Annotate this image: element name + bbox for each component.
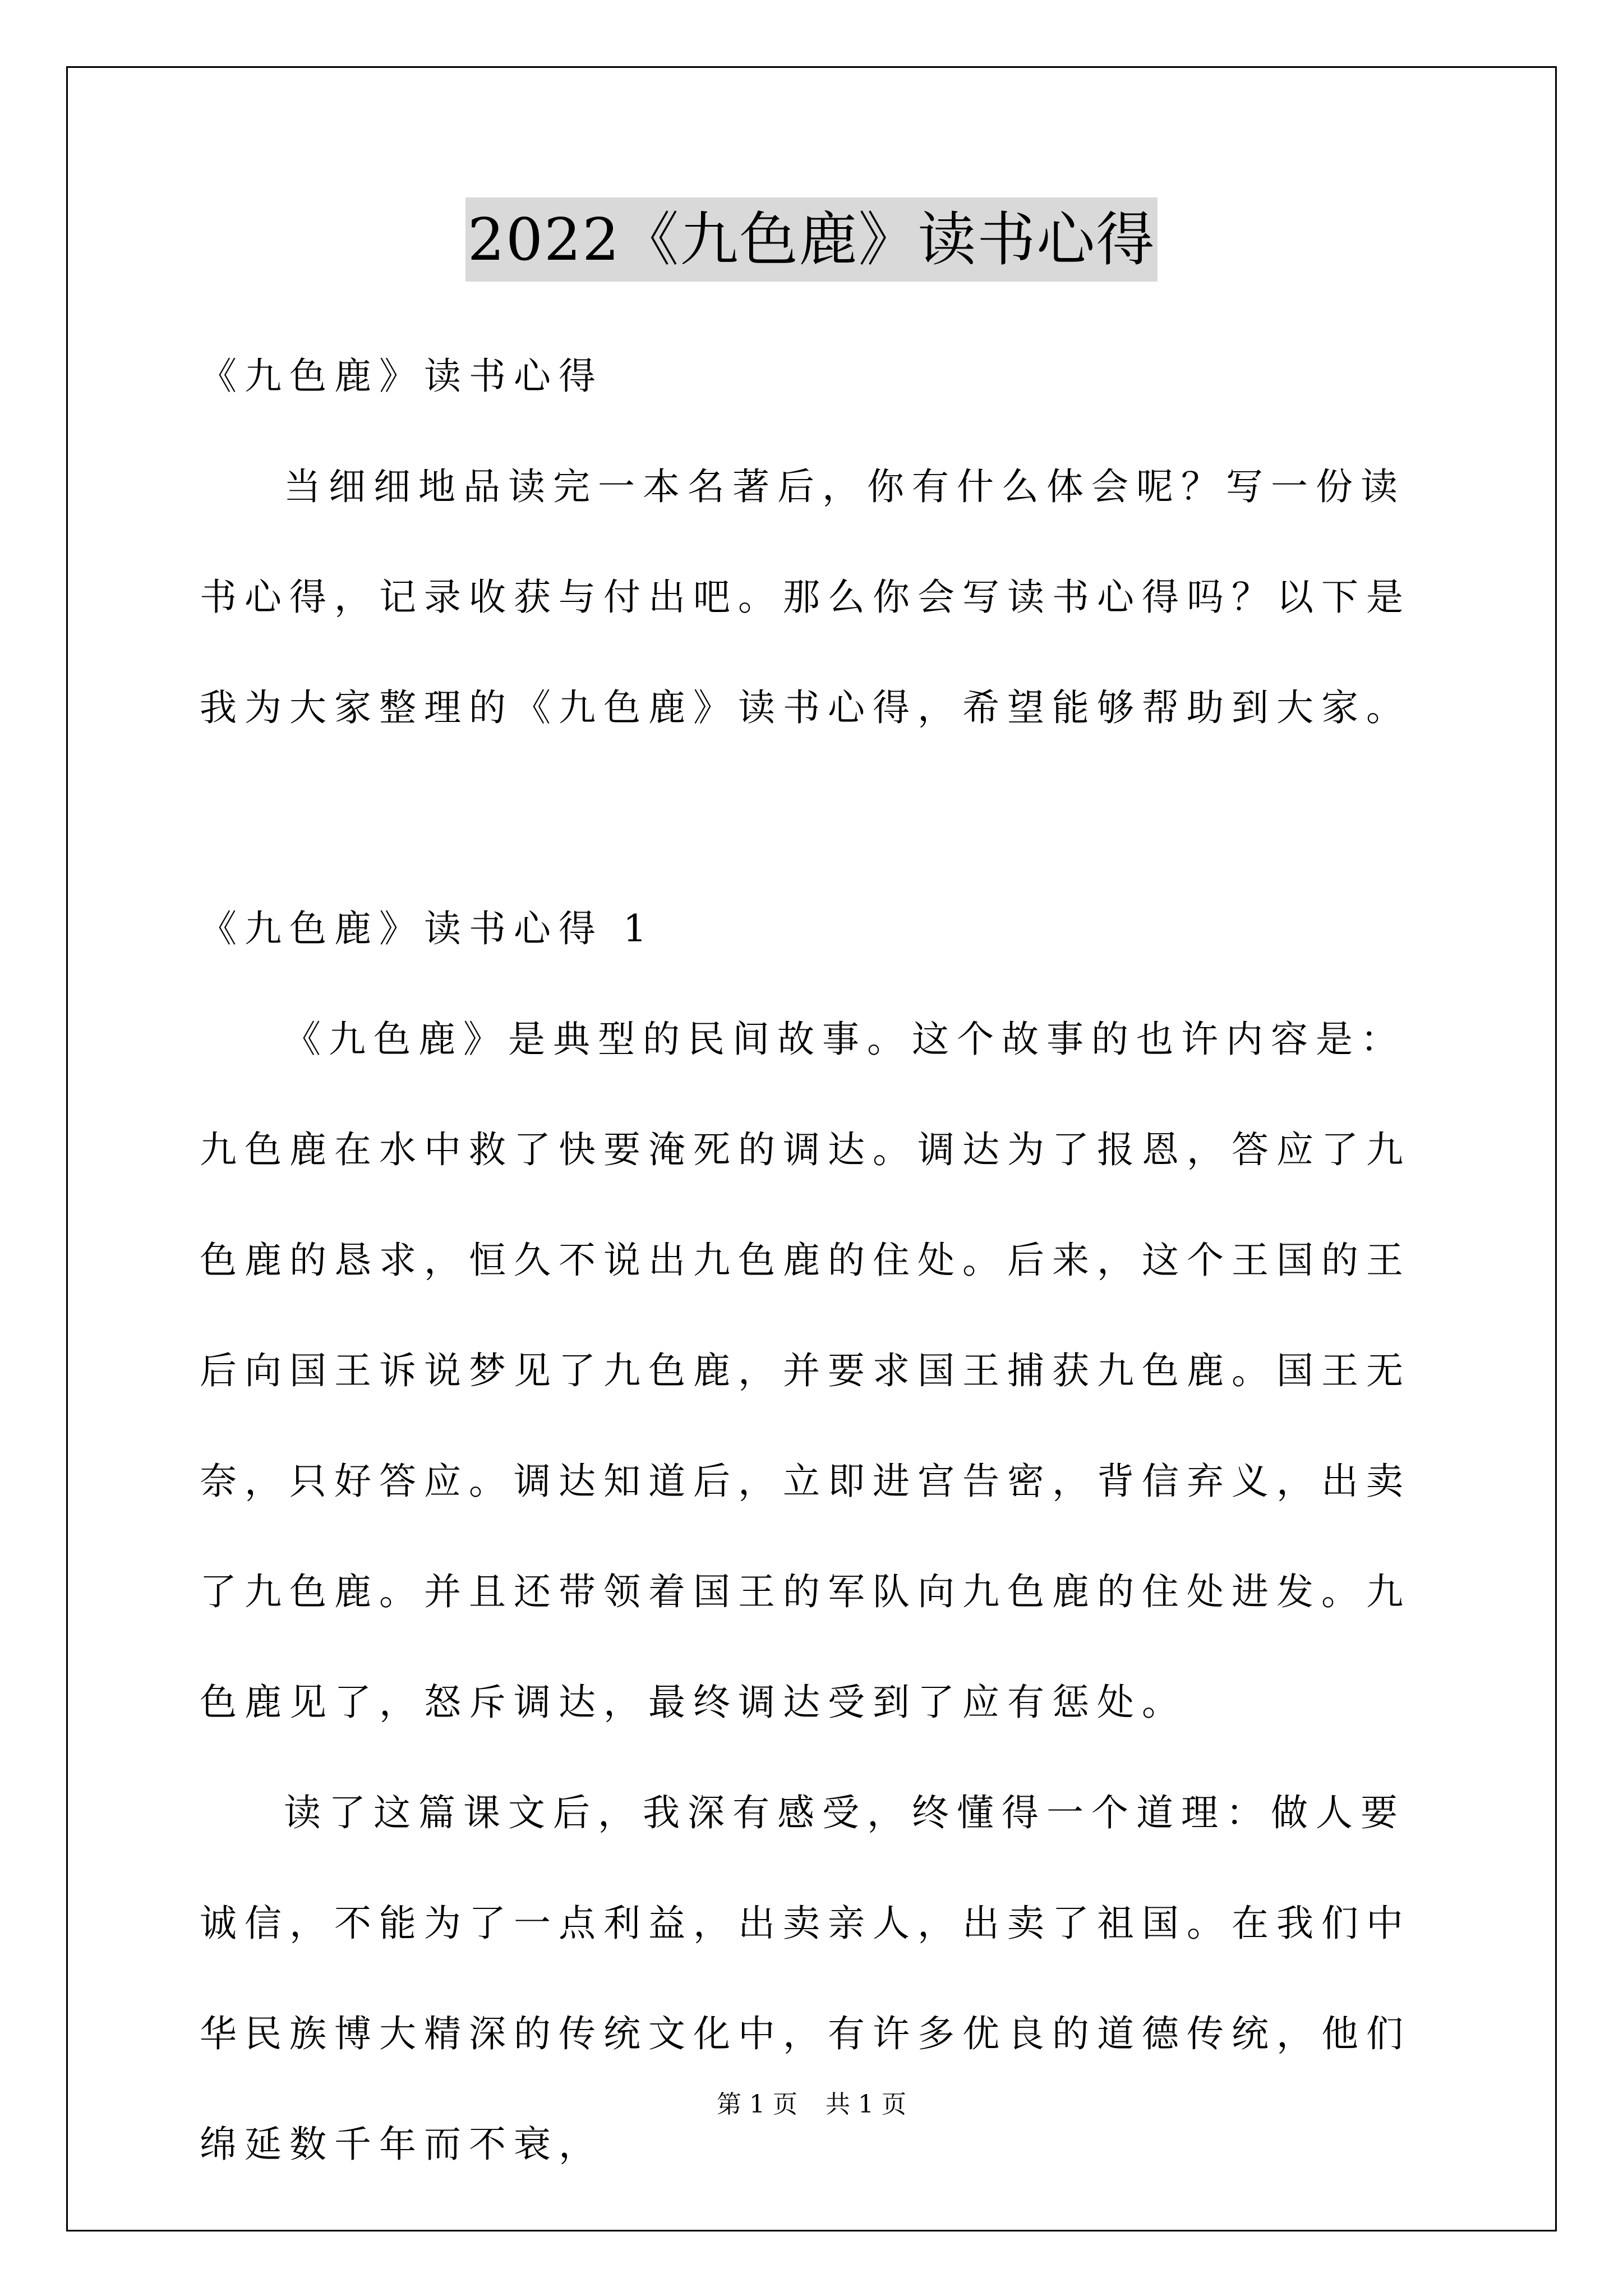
intro-paragraph: 当细细地品读完一本名著后，你有什么体会呢？写一份读书心得，记录收获与付出吧。那么你会写读书心得吗？以下是我为大家整理的《九色鹿》读书心得，希望能够帮助到大家。 [200, 465, 1411, 729]
page-total: 共 1 页 [826, 2090, 906, 2119]
title-wrap [0, 197, 1623, 282]
section-heading: 《九色鹿》读书心得 1 [200, 907, 654, 950]
document-subtitle: 《九色鹿》读书心得 [200, 355, 603, 398]
body-paragraph: 读了这篇课文后，我深有感受，终懂得一个道理：做人要诚信，不能为了一点利益，出卖亲人，出卖了祖国。在我们中华民族博大精深的传统文化中，有许多优良的道德传统，他们绵延数千年而不衰， [200, 1791, 1411, 2166]
page-number: 第 1 页 [717, 2090, 797, 2119]
document-title: 2022《九色鹿》读书心得 [465, 197, 1158, 282]
page-footer [0, 2088, 1623, 2122]
body-paragraph: 《九色鹿》是典型的民间故事。这个故事的也许内容是：九色鹿在水中救了快要淹死的调达。调达为了报恩，答应了九色鹿的恳求，恒久不说出九色鹿的住处。后来，这个王国的王后向国王诉说梦见了九色鹿，并要求国王捕获九色鹿。国王无奈，只好答应。调达知道后，立即进宫告密，背信弃义，出卖了九色鹿。并且还带领着国王的军队向九色鹿的住处进发。九色鹿见了，怒斥调达，最终调达受到了应有惩处。 [200, 1018, 1411, 1724]
document-body [200, 321, 1433, 2200]
